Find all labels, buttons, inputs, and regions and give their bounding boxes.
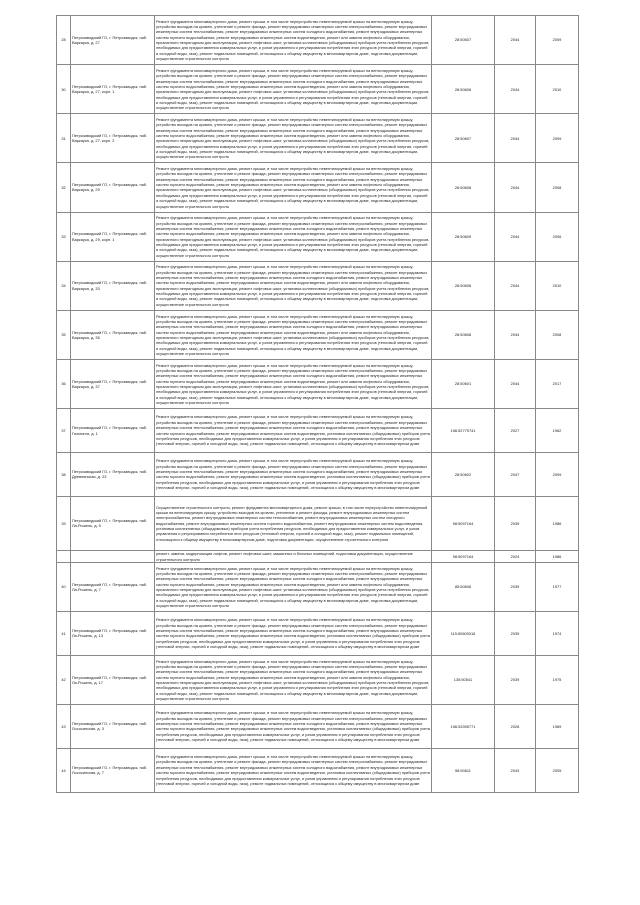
row-number-cell: 35 (57, 310, 71, 359)
planned-year-cell: 2044 (495, 261, 536, 310)
works-list-cell: Ремонт фундамента многоквартирного дома, ремонт крыши, в том числе переустройство невентилируемой крыши на вентилируемую крышу, устройство выходов на кровлю, утепление и ремонт фасада, ремонт внутридомовых инженерных систем электроснабжения, ремонт внутридомовых инженерных систем теплоснабжения, ремонт внутридомовых инженерных систем холодного водоснабжения, ремонт внутридомовых инженерных систем горячего водоснабжения, ремонт внутридомовых инженерных систем водоотведения, установка коллективных (общедомовых) приборов учета потребления ресурсов, необходимых для предоставления коммунальных услуг, и узлов управления и регулирования потребления этих ресурсов (тепловой энергии, горячей и холодной воды, газа), ремонт подвальных помещений, относящихся к общему имуществу в многоквартирном доме (155, 704, 432, 748)
cost-cell: 28:50601 (432, 359, 495, 408)
row-number-cell: 33 (57, 212, 71, 261)
row-number-cell: 41 (57, 612, 71, 656)
works-list-cell: Ремонт фундамента многоквартирного дома, ремонт крыши, в том числе переустройство невентилируемой крыши на вентилируемую крышу, устройство выходов на кровлю, утепление и ремонт фасада, ремонт внутридомовых инженерных систем электроснабжения, ремонт внутридомовых инженерных систем теплоснабжения, ремонт внутридомовых инженерных систем холодного водоснабжения, ремонт внутридомовых инженерных систем горячего водоснабжения, ремонт внутридомовых инженерных систем водоотведения, ремонт или замена лифтового оборудования, признанного непригодным для эксплуатации, ремонт лифтовых шахт, установка коллективных (общедомовых) приборов учета потребления ресурсов, необходимых для предоставления коммунальных услуг, и узлов управления и регулирования потребления этих ресурсов (тепловой энергии, горячей и холодной воды, газа), ремонт подвальных помещений, относящихся к общему имуществу в многоквартирном доме, подготовка документации, осуществление строительного контроля (155, 163, 432, 212)
table-row (57, 704, 579, 748)
planned-year-cell: 2027 (495, 409, 536, 453)
last-repair-year-cell: 1977 (536, 562, 579, 611)
cost-cell: 156:53395771 (432, 704, 495, 748)
row-number-cell: 28 (57, 16, 71, 65)
row-number-cell (57, 551, 71, 563)
works-list-cell: Ремонт фундамента многоквартирного дома, ремонт крыши, в том числе переустройство невентилируемой крыши на вентилируемую крышу, устройство выходов на кровлю, утепление и ремонт фасада, ремонт внутридомовых инженерных систем электроснабжения, ремонт внутридомовых инженерных систем теплоснабжения, ремонт внутридомовых инженерных систем холодного водоснабжения, ремонт внутридомовых инженерных систем горячего водоснабжения, ремонт внутридомовых инженерных систем водоотведения, ремонт или замена лифтового оборудования, признанного непригодным для эксплуатации, ремонт лифтовых шахт, установка коллективных (общедомовых) приборов учета потребления ресурсов, необходимых для предоставления коммунальных услуг, и узлов управления и регулирования потребления этих ресурсов (тепловой энергии, горячей и холодной воды, газа), ремонт подвальных помещений, относящихся к общему имуществу в многоквартирном доме, подготовка документации, осуществление строительного контроля (155, 562, 432, 611)
works-list-cell: Ремонт фундамента многоквартирного дома, ремонт крыши, в том числе переустройство невентилируемой крыши на вентилируемую крышу, устройство выходов на кровлю, утепление и ремонт фасада, ремонт внутридомовых инженерных систем электроснабжения, ремонт внутридомовых инженерных систем теплоснабжения, ремонт внутридомовых инженерных систем холодного водоснабжения, ремонт внутридомовых инженерных систем горячего водоснабжения, ремонт внутридомовых инженерных систем водоотведения, ремонт или замена лифтового оборудования, признанного непригодным для эксплуатации, ремонт лифтовых шахт, установка коллективных (общедомовых) приборов учета потребления ресурсов, необходимых для предоставления коммунальных услуг, и узлов управления и регулирования потребления этих ресурсов (тепловой энергии, горячей и холодной воды, газа), ремонт подвальных помещений, относящихся к общему имуществу в многоквартирном доме, подготовка документации, осуществление строительного контроля (155, 16, 432, 65)
planned-year-cell: 2044 (495, 359, 536, 408)
last-repair-year-cell: 1986 (536, 551, 579, 563)
cost-cell: 28:50608 (432, 310, 495, 359)
table-row (57, 562, 579, 611)
planned-year-cell: 2044 (495, 310, 536, 359)
table-row (57, 310, 579, 359)
table-row (57, 16, 579, 65)
row-number-cell: 31 (57, 114, 71, 163)
address-cell: Петрозаводский ГО, г. Петрозаводск, наб. Варкауса, д. 27 (71, 16, 155, 65)
row-number-cell: 44 (57, 748, 71, 792)
cost-cell: 58:50611 (432, 748, 495, 792)
address-cell: Петрозаводский ГО, г. Петрозаводск, наб. Варкауса, д. 29 (71, 163, 155, 212)
last-repair-year-cell: 2009 (536, 16, 579, 65)
cost-cell: 135:50541 (432, 655, 495, 704)
table-row (57, 163, 579, 212)
works-list-cell: Ремонт фундамента многоквартирного дома, ремонт крыши, в том числе переустройство невентилируемой крыши на вентилируемую крышу, устройство выходов на кровлю, утепление и ремонт фасада, ремонт внутридомовых инженерных систем электроснабжения, ремонт внутридомовых инженерных систем теплоснабжения, ремонт внутридомовых инженерных систем холодного водоснабжения, ремонт внутридомовых инженерных систем горячего водоснабжения, ремонт внутридомовых инженерных систем водоотведения, ремонт или замена лифтового оборудования, признанного непригодным для эксплуатации, ремонт лифтовых шахт, установка коллективных (общедомовых) приборов учета потребления ресурсов, необходимых для предоставления коммунальных услуг, и узлов управления и регулирования потребления этих ресурсов (тепловой энергии, горячей и холодной воды, газа), ремонт подвальных помещений, относящихся к общему имуществу в многоквартирном доме, подготовка документации, осуществление строительного контроля (155, 65, 432, 114)
last-repair-year-cell: 2009 (536, 452, 579, 496)
cost-cell: 28:50608 (432, 163, 495, 212)
address-cell: Петрозаводский ГО, г. Петрозаводск, наб. Древлянская, д. 23 (71, 452, 155, 496)
last-repair-year-cell: 2008 (536, 163, 579, 212)
table-row (57, 655, 579, 704)
address-cell: Петрозаводский ГО, г. Петрозаводск, наб. Ла-Рошель, д. 7 (71, 562, 155, 611)
planned-year-cell: 2044 (495, 163, 536, 212)
works-list-cell: ремонт, замена, модернизация лифтов, ремонт лифтовых шахт, машинных и блочных помещений, подготовка документации, осуществление строительного контроля (155, 551, 432, 563)
table-row (57, 359, 579, 408)
address-cell: Петрозаводский ГО, г. Петрозаводск, наб. Лососинская, д. 7 (71, 748, 155, 792)
last-repair-year-cell: 2017 (536, 359, 579, 408)
planned-year-cell: 2039 (495, 612, 536, 656)
address-cell: Петрозаводский ГО, г. Петрозаводск, наб. Варкауса, д. 35 (71, 310, 155, 359)
row-number-cell: 37 (57, 409, 71, 453)
cost-cell: 28:50609 (432, 212, 495, 261)
planned-year-cell: 2039 (495, 562, 536, 611)
last-repair-year-cell: 1989 (536, 704, 579, 748)
address-cell (71, 551, 155, 563)
planned-year-cell: 2044 (495, 114, 536, 163)
address-cell: Петрозаводский ГО, г. Петрозаводск, наб. Лососинская, д. 3 (71, 704, 155, 748)
works-list-cell: Осуществление строительного контроля, ремонт фундамента многоквартирного дома, ремонт крыши, в том числе переустройство невентилируемой крыши на вентилируемую крышу, устройство выходов на кровлю, утепление и ремонт фасада, ремонт внутридомовых инженерных систем электроснабжения, ремонт внутридомовых инженерных систем теплоснабжения, ремонт внутридомовых инженерных систем холодного водоснабжения, ремонт внутридомовых инженерных систем горячего водоснабжения, ремонт внутридомовых инженерных систем водоотведения, установка коллективных (общедомовых) приборов учета потребления ресурсов, необходимых для предоставления коммунальных услуг, и узлов управления и регулирования потребления этих ресурсов (тепловой энергии, горячей и холодной воды, газа), ремонт подвальных помещений, относящихся к общему имуществу в многоквартирном доме, подготовка документации, осуществление строительного контроля (155, 496, 432, 551)
planned-year-cell: 2039 (495, 655, 536, 704)
address-cell: Петрозаводский ГО, г. Петрозаводск, наб. Варкауса, д. 37 (71, 359, 155, 408)
planned-year-cell: 2044 (495, 65, 536, 114)
address-cell: Петрозаводский ГО, г. Петрозаводск, наб. Ла-Рошель, д. 17 (71, 655, 155, 704)
last-repair-year-cell: 1962 (536, 409, 579, 453)
planned-year-cell: 2043 (495, 748, 536, 792)
planned-year-cell: 2044 (495, 212, 536, 261)
table-row (57, 496, 579, 551)
address-cell: Петрозаводский ГО, г. Петрозаводск, наб. Ла-Рошель, д. 5 (71, 496, 155, 551)
table-row (57, 65, 579, 114)
planned-year-cell: 2039 (495, 496, 536, 551)
last-repair-year-cell: 1975 (536, 655, 579, 704)
table-body (57, 16, 579, 793)
works-list-cell: Ремонт фундамента многоквартирного дома, ремонт крыши, в том числе переустройство невентилируемой крыши на вентилируемую крышу, устройство выходов на кровлю, утепление и ремонт фасада, ремонт внутридомовых инженерных систем электроснабжения, ремонт внутридомовых инженерных систем теплоснабжения, ремонт внутридомовых инженерных систем холодного водоснабжения, ремонт внутридомовых инженерных систем горячего водоснабжения, ремонт внутридомовых инженерных систем водоотведения, ремонт или замена лифтового оборудования, признанного непригодным для эксплуатации, ремонт лифтовых шахт, установка коллективных (общедомовых) приборов учета потребления ресурсов, необходимых для предоставления коммунальных услуг, и узлов управления и регулирования потребления этих ресурсов (тепловой энергии, горячей и холодной воды, газа), ремонт подвальных помещений, относящихся к общему имуществу в многоквартирном доме, подготовка документации, осуществление строительного контроля (155, 212, 432, 261)
last-repair-year-cell: 1986 (536, 496, 579, 551)
cost-cell: 98:5097164 (432, 551, 495, 563)
table-row (57, 612, 579, 656)
table-row (57, 261, 579, 310)
row-number-cell: 36 (57, 359, 71, 408)
works-list-cell: Ремонт фундамента многоквартирного дома, ремонт крыши, в том числе переустройство невентилируемой крыши на вентилируемую крышу, устройство выходов на кровлю, утепление и ремонт фасада, ремонт внутридомовых инженерных систем электроснабжения, ремонт внутридомовых инженерных систем теплоснабжения, ремонт внутридомовых инженерных систем холодного водоснабжения, ремонт внутридомовых инженерных систем горячего водоснабжения, ремонт внутридомовых инженерных систем водоотведения, ремонт или замена лифтового оборудования, признанного непригодным для эксплуатации, ремонт лифтовых шахт, установка коллективных (общедомовых) приборов учета потребления ресурсов, необходимых для предоставления коммунальных услуг, и узлов управления и регулирования потребления этих ресурсов (тепловой энергии, горячей и холодной воды, газа), ремонт подвальных помещений, относящихся к общему имуществу в многоквартирном доме, подготовка документации, осуществление строительного контроля (155, 310, 432, 359)
address-cell: Петрозаводский ГО, г. Петрозаводск, наб. Варкауса, д. 27, корп. 1 (71, 65, 155, 114)
works-list-cell: Ремонт фундамента многоквартирного дома, ремонт крыши, в том числе переустройство невентилируемой крыши на вентилируемую крышу, устройство выходов на кровлю, утепление и ремонт фасада, ремонт внутридомовых инженерных систем электроснабжения, ремонт внутридомовых инженерных систем теплоснабжения, ремонт внутридомовых инженерных систем холодного водоснабжения, ремонт внутридомовых инженерных систем горячего водоснабжения, ремонт внутридомовых инженерных систем водоотведения, ремонт или замена лифтового оборудования, признанного непригодным для эксплуатации, ремонт лифтовых шахт, установка коллективных (общедомовых) приборов учета потребления ресурсов, необходимых для предоставления коммунальных услуг, и узлов управления и регулирования потребления этих ресурсов (тепловой энергии, горячей и холодной воды, газа), ремонт подвальных помещений, относящихся к общему имуществу в многоквартирном доме, подготовка документации, осуществление строительного контроля (155, 655, 432, 704)
cost-cell: 28:50607 (432, 16, 495, 65)
table-row (57, 551, 579, 563)
table-row (57, 114, 579, 163)
works-list-cell: Ремонт фундамента многоквартирного дома, ремонт крыши, в том числе переустройство невентилируемой крыши на вентилируемую крышу, устройство выходов на кровлю, утепление и ремонт фасада, ремонт внутридомовых инженерных систем электроснабжения, ремонт внутридомовых инженерных систем теплоснабжения, ремонт внутридомовых инженерных систем холодного водоснабжения, ремонт внутридомовых инженерных систем горячего водоснабжения, ремонт внутридомовых инженерных систем водоотведения, установка коллективных (общедомовых) приборов учета потребления ресурсов, необходимых для предоставления коммунальных услуг, и узлов управления и регулирования потребления этих ресурсов (тепловой энергии, горячей и холодной воды, газа), ремонт подвальных помещений, относящихся к общему имуществу в многоквартирном доме (155, 748, 432, 792)
row-number-cell: 39 (57, 496, 71, 551)
works-list-cell: Ремонт фундамента многоквартирного дома, ремонт крыши, в том числе переустройство невентилируемой крыши на вентилируемую крышу, устройство выходов на кровлю, утепление и ремонт фасада, ремонт внутридомовых инженерных систем электроснабжения, ремонт внутридомовых инженерных систем теплоснабжения, ремонт внутридомовых инженерных систем холодного водоснабжения, ремонт внутридомовых инженерных систем горячего водоснабжения, ремонт внутридомовых инженерных систем водоотведения, ремонт или замена лифтового оборудования, признанного непригодным для эксплуатации, ремонт лифтовых шахт, установка коллективных (общедомовых) приборов учета потребления ресурсов, необходимых для предоставления коммунальных услуг, и узлов управления и регулирования потребления этих ресурсов (тепловой энергии, горячей и холодной воды, газа), ремонт подвальных помещений, относящихся к общему имуществу в многоквартирном доме, подготовка документации, осуществление строительного контроля (155, 359, 432, 408)
last-repair-year-cell: 2010 (536, 65, 579, 114)
cost-cell: 156:52779741 (432, 409, 495, 453)
planned-year-cell: 2026 (495, 704, 536, 748)
planned-year-cell: 2024 (495, 551, 536, 563)
last-repair-year-cell: 2006 (536, 212, 579, 261)
row-number-cell: 30 (57, 65, 71, 114)
cost-cell: 85:50606 (432, 562, 495, 611)
address-cell: Петрозаводский ГО, г. Петрозаводск, наб. Гюллинга, д. 1 (71, 409, 155, 453)
row-number-cell: 43 (57, 704, 71, 748)
works-list-cell: Ремонт фундамента многоквартирного дома, ремонт крыши, в том числе переустройство невентилируемой крыши на вентилируемую крышу, устройство выходов на кровлю, утепление и ремонт фасада, ремонт внутридомовых инженерных систем электроснабжения, ремонт внутридомовых инженерных систем теплоснабжения, ремонт внутридомовых инженерных систем холодного водоснабжения, ремонт внутридомовых инженерных систем горячего водоснабжения, ремонт внутридомовых инженерных систем водоотведения, установка коллективных (общедомовых) приборов учета потребления ресурсов, необходимых для предоставления коммунальных услуг, и узлов управления и регулирования потребления этих ресурсов (тепловой энергии, горячей и холодной воды, газа), ремонт подвальных помещений, относящихся к общему имуществу в многоквартирном доме (155, 452, 432, 496)
planned-year-cell: 2044 (495, 16, 536, 65)
works-list-cell: Ремонт фундамента многоквартирного дома, ремонт крыши, в том числе переустройство невентилируемой крыши на вентилируемую крышу, устройство выходов на кровлю, утепление и ремонт фасада, ремонт внутридомовых инженерных систем электроснабжения, ремонт внутридомовых инженерных систем теплоснабжения, ремонт внутридомовых инженерных систем холодного водоснабжения, ремонт внутридомовых инженерных систем горячего водоснабжения, ремонт внутридомовых инженерных систем водоотведения, ремонт или замена лифтового оборудования, признанного непригодным для эксплуатации, ремонт лифтовых шахт, установка коллективных (общедомовых) приборов учета потребления ресурсов, необходимых для предоставления коммунальных услуг, и узлов управления и регулирования потребления этих ресурсов (тепловой энергии, горячей и холодной воды, газа), ремонт подвальных помещений, относящихся к общему имуществу в многоквартирном доме, подготовка документации, осуществление строительного контроля (155, 114, 432, 163)
cost-cell: 98:5097164 (432, 496, 495, 551)
row-number-cell: 34 (57, 261, 71, 310)
address-cell: Петрозаводский ГО, г. Петрозаводск, наб. Варкауса, д. 27, корп. 2 (71, 114, 155, 163)
works-list-cell: Ремонт фундамента многоквартирного дома, ремонт крыши, в том числе переустройство невентилируемой крыши на вентилируемую крышу, устройство выходов на кровлю, утепление и ремонт фасада, ремонт внутридомовых инженерных систем электроснабжения, ремонт внутридомовых инженерных систем теплоснабжения, ремонт внутридомовых инженерных систем холодного водоснабжения, ремонт внутридомовых инженерных систем горячего водоснабжения, ремонт внутридомовых инженерных систем водоотведения, установка коллективных (общедомовых) приборов учета потребления ресурсов, необходимых для предоставления коммунальных услуг, и узлов управления и регулирования потребления этих ресурсов (тепловой энергии, горячей и холодной воды, газа), ремонт подвальных помещений, относящихся к общему имуществу в многоквартирном доме (155, 409, 432, 453)
last-repair-year-cell: 2005 (536, 748, 579, 792)
address-cell: Петрозаводский ГО, г. Петрозаводск, наб. Варкауса, д. 29, корп. 1 (71, 212, 155, 261)
cost-cell: 115:50609316 (432, 612, 495, 656)
cost-cell: 28:50606 (432, 65, 495, 114)
address-cell: Петрозаводский ГО, г. Петрозаводск, наб. Варкауса, д. 33 (71, 261, 155, 310)
row-number-cell: 38 (57, 452, 71, 496)
planned-year-cell: 2047 (495, 452, 536, 496)
table-row (57, 409, 579, 453)
works-list-cell: Ремонт фундамента многоквартирного дома, ремонт крыши, в том числе переустройство невентилируемой крыши на вентилируемую крышу, устройство выходов на кровлю, утепление и ремонт фасада, ремонт внутридомовых инженерных систем электроснабжения, ремонт внутридомовых инженерных систем теплоснабжения, ремонт внутридомовых инженерных систем холодного водоснабжения, ремонт внутридомовых инженерных систем горячего водоснабжения, ремонт внутридомовых инженерных систем водоотведения, ремонт или замена лифтового оборудования, признанного непригодным для эксплуатации, ремонт лифтовых шахт, установка коллективных (общедомовых) приборов учета потребления ресурсов, необходимых для предоставления коммунальных услуг, и узлов управления и регулирования потребления этих ресурсов (тепловой энергии, горячей и холодной воды, газа), ремонт подвальных помещений, относящихся к общему имуществу в многоквартирном доме, подготовка документации, осуществление строительного контроля (155, 261, 432, 310)
table-row (57, 212, 579, 261)
cost-cell: 28:50606 (432, 261, 495, 310)
row-number-cell: 42 (57, 655, 71, 704)
cost-cell: 28:50602 (432, 452, 495, 496)
cost-cell: 28:50607 (432, 114, 495, 163)
address-cell: Петрозаводский ГО, г. Петрозаводск, наб. Ла-Рошель, д. 13 (71, 612, 155, 656)
row-number-cell: 40 (57, 562, 71, 611)
table-row (57, 452, 579, 496)
works-list-cell: Ремонт фундамента многоквартирного дома, ремонт крыши, в том числе переустройство невентилируемой крыши на вентилируемую крышу, устройство выходов на кровлю, утепление и ремонт фасада, ремонт внутридомовых инженерных систем электроснабжения, ремонт внутридомовых инженерных систем теплоснабжения, ремонт внутридомовых инженерных систем холодного водоснабжения, ремонт внутридомовых инженерных систем горячего водоснабжения, ремонт внутридомовых инженерных систем водоотведения, установка коллективных (общедомовых) приборов учета потребления ресурсов, необходимых для предоставления коммунальных услуг, и узлов управления и регулирования потребления этих ресурсов (тепловой энергии, горячей и холодной воды, газа), ремонт подвальных помещений, относящихся к общему имуществу в многоквартирном доме (155, 612, 432, 656)
capital-repair-table (56, 15, 579, 793)
table-row (57, 748, 579, 792)
last-repair-year-cell: 1974 (536, 612, 579, 656)
row-number-cell: 32 (57, 163, 71, 212)
last-repair-year-cell: 2010 (536, 261, 579, 310)
last-repair-year-cell: 2009 (536, 114, 579, 163)
last-repair-year-cell: 2008 (536, 310, 579, 359)
